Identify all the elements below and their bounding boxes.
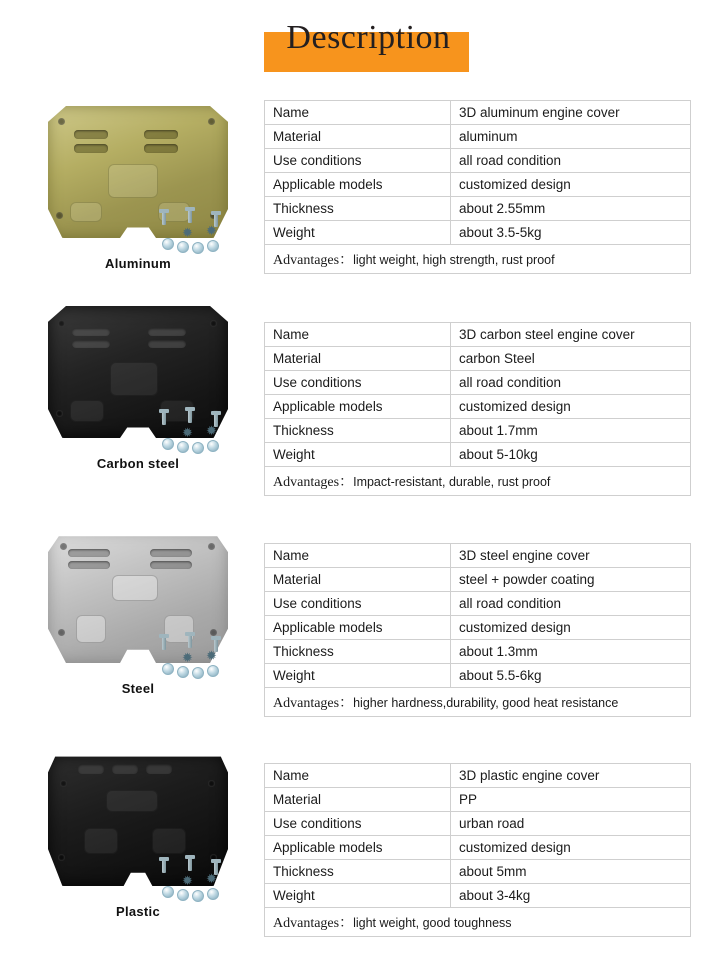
advantages-text: Impact-resistant, durable, rust proof (353, 475, 551, 489)
product-image-carbon-steel (40, 300, 236, 450)
spec-value: about 5.5-6kg (451, 664, 691, 688)
spec-key: Weight (265, 221, 451, 245)
product-row-steel (0, 525, 725, 725)
table-row (265, 323, 691, 347)
spec-key: Thickness (265, 419, 451, 443)
spec-value: customized design (451, 173, 691, 197)
spec-key: Name (265, 323, 451, 347)
spec-key: Applicable models (265, 395, 451, 419)
spec-key: Name (265, 764, 451, 788)
spec-table-steel (264, 543, 691, 717)
table-row (265, 764, 691, 788)
advantages-cell (265, 467, 691, 496)
spec-key: Use conditions (265, 149, 451, 173)
spec-value: all road condition (451, 592, 691, 616)
hardware-kit-icon: ✹ ✹ (158, 410, 230, 456)
advantages-cell (265, 688, 691, 717)
table-row (265, 125, 691, 149)
spec-value: about 1.3mm (451, 640, 691, 664)
page-header (0, 16, 725, 76)
table-row-advantages (265, 245, 691, 274)
product-row-carbon-steel (0, 300, 725, 500)
table-row (265, 664, 691, 688)
spec-key: Use conditions (265, 592, 451, 616)
spec-value: customized design (451, 395, 691, 419)
advantages-cell (265, 908, 691, 937)
table-row (265, 884, 691, 908)
spec-value: all road condition (451, 371, 691, 395)
advantages-label: Advantages： (273, 916, 354, 931)
spec-key: Name (265, 101, 451, 125)
spec-key: Weight (265, 884, 451, 908)
spec-key: Applicable models (265, 616, 451, 640)
spec-key: Material (265, 568, 451, 592)
table-row (265, 371, 691, 395)
table-row (265, 173, 691, 197)
product-image-block-steel (18, 525, 258, 696)
table-row (265, 149, 691, 173)
spec-key: Name (265, 544, 451, 568)
advantages-label: Advantages： (273, 696, 354, 711)
spec-table-aluminum (264, 100, 691, 274)
spec-value: steel + powder coating (451, 568, 691, 592)
spec-key: Material (265, 788, 451, 812)
spec-table-plastic (264, 763, 691, 937)
table-row (265, 788, 691, 812)
product-label-steel: Steel (121, 681, 155, 696)
advantages-text: light weight, high strength, rust proof (353, 253, 555, 267)
spec-value: aluminum (451, 125, 691, 149)
spec-key: Thickness (265, 640, 451, 664)
spec-value: customized design (451, 836, 691, 860)
spec-key: Applicable models (265, 836, 451, 860)
header-title-wrap (264, 16, 460, 60)
spec-value: 3D carbon steel engine cover (451, 323, 691, 347)
table-row (265, 568, 691, 592)
table-row (265, 197, 691, 221)
spec-table-carbon-steel (264, 322, 691, 496)
advantages-text: higher hardness,durability, good heat resistance (353, 696, 619, 710)
page-title: Description (286, 19, 451, 56)
advantages-text: light weight, good toughness (353, 916, 512, 930)
advantages-cell (265, 245, 691, 274)
table-row-advantages (265, 688, 691, 717)
product-image-block-plastic (18, 748, 258, 919)
spec-value: about 1.7mm (451, 419, 691, 443)
advantages-label: Advantages： (273, 475, 354, 490)
table-row (265, 640, 691, 664)
hardware-kit-icon: ✹ ✹ (158, 210, 230, 256)
table-row (265, 419, 691, 443)
spec-key: Material (265, 125, 451, 149)
spec-key: Weight (265, 443, 451, 467)
spec-value: 3D steel engine cover (451, 544, 691, 568)
spec-value: 3D plastic engine cover (451, 764, 691, 788)
product-image-steel (40, 525, 236, 675)
spec-key: Applicable models (265, 173, 451, 197)
product-row-plastic (0, 748, 725, 948)
table-row (265, 592, 691, 616)
product-image-plastic (40, 748, 236, 898)
spec-key: Weight (265, 664, 451, 688)
product-image-aluminum (40, 100, 236, 250)
spec-value: all road condition (451, 149, 691, 173)
table-row (265, 395, 691, 419)
table-row-advantages (265, 467, 691, 496)
spec-value: about 5-10kg (451, 443, 691, 467)
product-label-plastic: Plastic (115, 904, 160, 919)
hardware-kit-icon: ✹ ✹ (158, 858, 230, 904)
spec-value: customized design (451, 616, 691, 640)
table-row (265, 860, 691, 884)
product-image-block-carbon-steel (18, 300, 258, 471)
table-row (265, 347, 691, 371)
table-row (265, 812, 691, 836)
product-label-carbon-steel: Carbon steel (96, 456, 180, 471)
table-row-advantages (265, 908, 691, 937)
spec-value: about 3-4kg (451, 884, 691, 908)
spec-key: Use conditions (265, 812, 451, 836)
product-image-block-aluminum (18, 100, 258, 271)
spec-key: Thickness (265, 860, 451, 884)
spec-value: 3D aluminum engine cover (451, 101, 691, 125)
table-row (265, 221, 691, 245)
spec-value: carbon Steel (451, 347, 691, 371)
spec-key: Material (265, 347, 451, 371)
product-label-aluminum: Aluminum (105, 256, 171, 271)
table-row (265, 616, 691, 640)
hardware-kit-icon: ✹ ✹ (158, 635, 230, 681)
spec-value: about 3.5-5kg (451, 221, 691, 245)
product-row-aluminum (0, 100, 725, 290)
spec-value: PP (451, 788, 691, 812)
spec-key: Thickness (265, 197, 451, 221)
table-row (265, 836, 691, 860)
advantages-label: Advantages： (273, 253, 354, 268)
table-row (265, 544, 691, 568)
spec-key: Use conditions (265, 371, 451, 395)
spec-value: about 5mm (451, 860, 691, 884)
spec-value: urban road (451, 812, 691, 836)
spec-value: about 2.55mm (451, 197, 691, 221)
table-row (265, 101, 691, 125)
table-row (265, 443, 691, 467)
